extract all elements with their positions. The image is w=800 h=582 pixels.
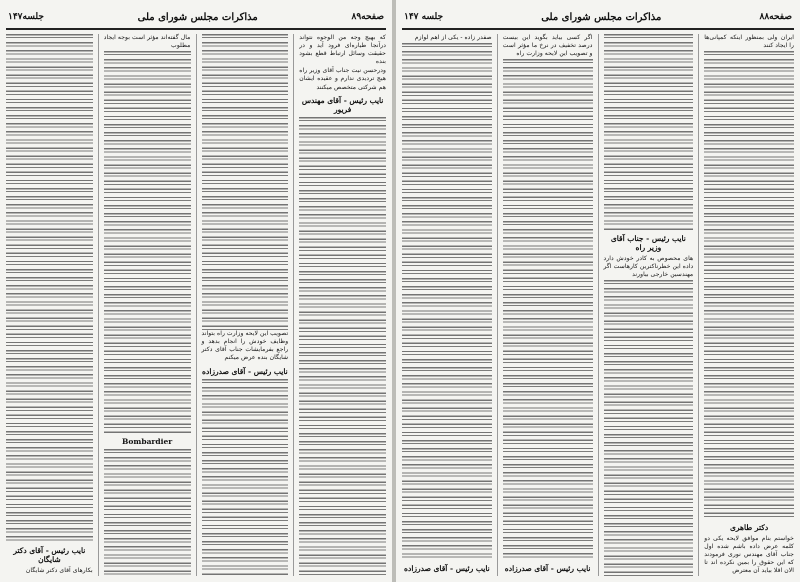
session-number: جلسه۱۴۷ [8, 12, 44, 22]
speaker-heading: Bombardier [122, 436, 173, 446]
text-lines [604, 34, 694, 231]
page-header [8, 8, 384, 26]
speaker-heading: نایب رئیس - آقای دکتر شایگان [13, 545, 86, 564]
page-title: مذاکرات مجلس شورای ملی [137, 11, 258, 23]
header-rule [6, 28, 386, 30]
page-number: صفحه۸۸ [759, 12, 792, 22]
session-number: جلسه ۱۴۷ [404, 12, 444, 22]
column-divider [598, 34, 599, 576]
column-divider [196, 34, 197, 576]
header-rule [402, 28, 794, 30]
text-lines [202, 34, 289, 330]
paragraph: های محصوص به کادر خودش دارد داده این خطرناکترین کارهاست اگر مهندسین خارجی بیاورند [603, 255, 694, 279]
text-lines [604, 280, 694, 576]
paragraph: تصویب این لایحه وزارت راه بتواند وظایف خودش را انجام بدهد و راجع بفرمایشات جناب آقای دکتر شایگان بنده عرض میکنم [201, 330, 289, 362]
page-header [404, 8, 792, 26]
column [6, 34, 93, 576]
speaker-heading: نایب رئیس - جناب آقای وزیر راه [610, 234, 686, 253]
paragraph: ایران ولی بمنظور اینکه کمپانی‌ها را ایجاد کنند [704, 34, 794, 50]
text-lines [104, 449, 191, 576]
right-page [396, 0, 800, 582]
column [503, 34, 593, 576]
column-divider [98, 34, 99, 576]
paragraph: صفدر زاده - یکی از اهم لوازم [414, 34, 492, 41]
column [402, 34, 492, 576]
speaker-heading: نایب رئیس - آقای صدرزاده [404, 564, 490, 573]
page-number: صفحه۸۹ [351, 12, 384, 22]
column [104, 34, 191, 576]
text-lines [402, 43, 492, 561]
text-lines [503, 59, 593, 561]
text-columns [6, 34, 386, 576]
paragraph: ودرحسن نیت جناب آقای وزیر راه هیچ تردیدی ندارم و عقیده ایشان هم شرکتی متخصص میکنند [299, 67, 386, 91]
column [299, 34, 386, 576]
text-lines [202, 379, 289, 576]
text-columns [402, 34, 794, 576]
column-divider [497, 34, 498, 576]
text-lines [704, 51, 794, 519]
speaker-heading: نایب رئیس - آقای صدرزاده [202, 366, 288, 376]
text-lines [104, 51, 191, 433]
text-lines [6, 34, 93, 543]
paragraph: بکارهای آقای دکتر شایگان [25, 566, 93, 574]
column-divider [293, 34, 294, 576]
speaker-heading: نایب رئیس - آقای صدرزاده [504, 564, 591, 573]
paragraph: اگر کسی بیاید بگوید این بیست درصد تخفیف در نرخ ما مؤثر است و تصویب این لایحه وزارت راه [502, 34, 593, 58]
paragraph: که بهیچ وجه من الوجوه نتواند درآنجا طیاره‌ای فرود آید و در حقیقت وسائل ارتباط قطع بشود بنده [299, 34, 386, 66]
paragraph: مال گفته‌اند مؤثر است بوجه ایجاد مطلوب [103, 34, 191, 50]
text-lines [299, 117, 386, 576]
speaker-heading: نایب رئیس - آقای مهندس فریور [301, 95, 384, 114]
paragraph: خواستم بنام موافق لایحه یکی دو کلمه عرض داده باشم شده اول جناب آقای مهندس نوری فرمودند که این حقوق را بمین نکرده اند تا الان اقلا بیاید آن معترض [704, 534, 794, 574]
left-page [0, 0, 392, 582]
column-divider [698, 34, 699, 576]
page-title: مذاکرات مجلس شورای ملی [541, 11, 662, 23]
column [202, 34, 289, 576]
speaker-heading: دکتر طاهری [730, 522, 769, 532]
column [604, 34, 694, 576]
column [704, 34, 794, 576]
